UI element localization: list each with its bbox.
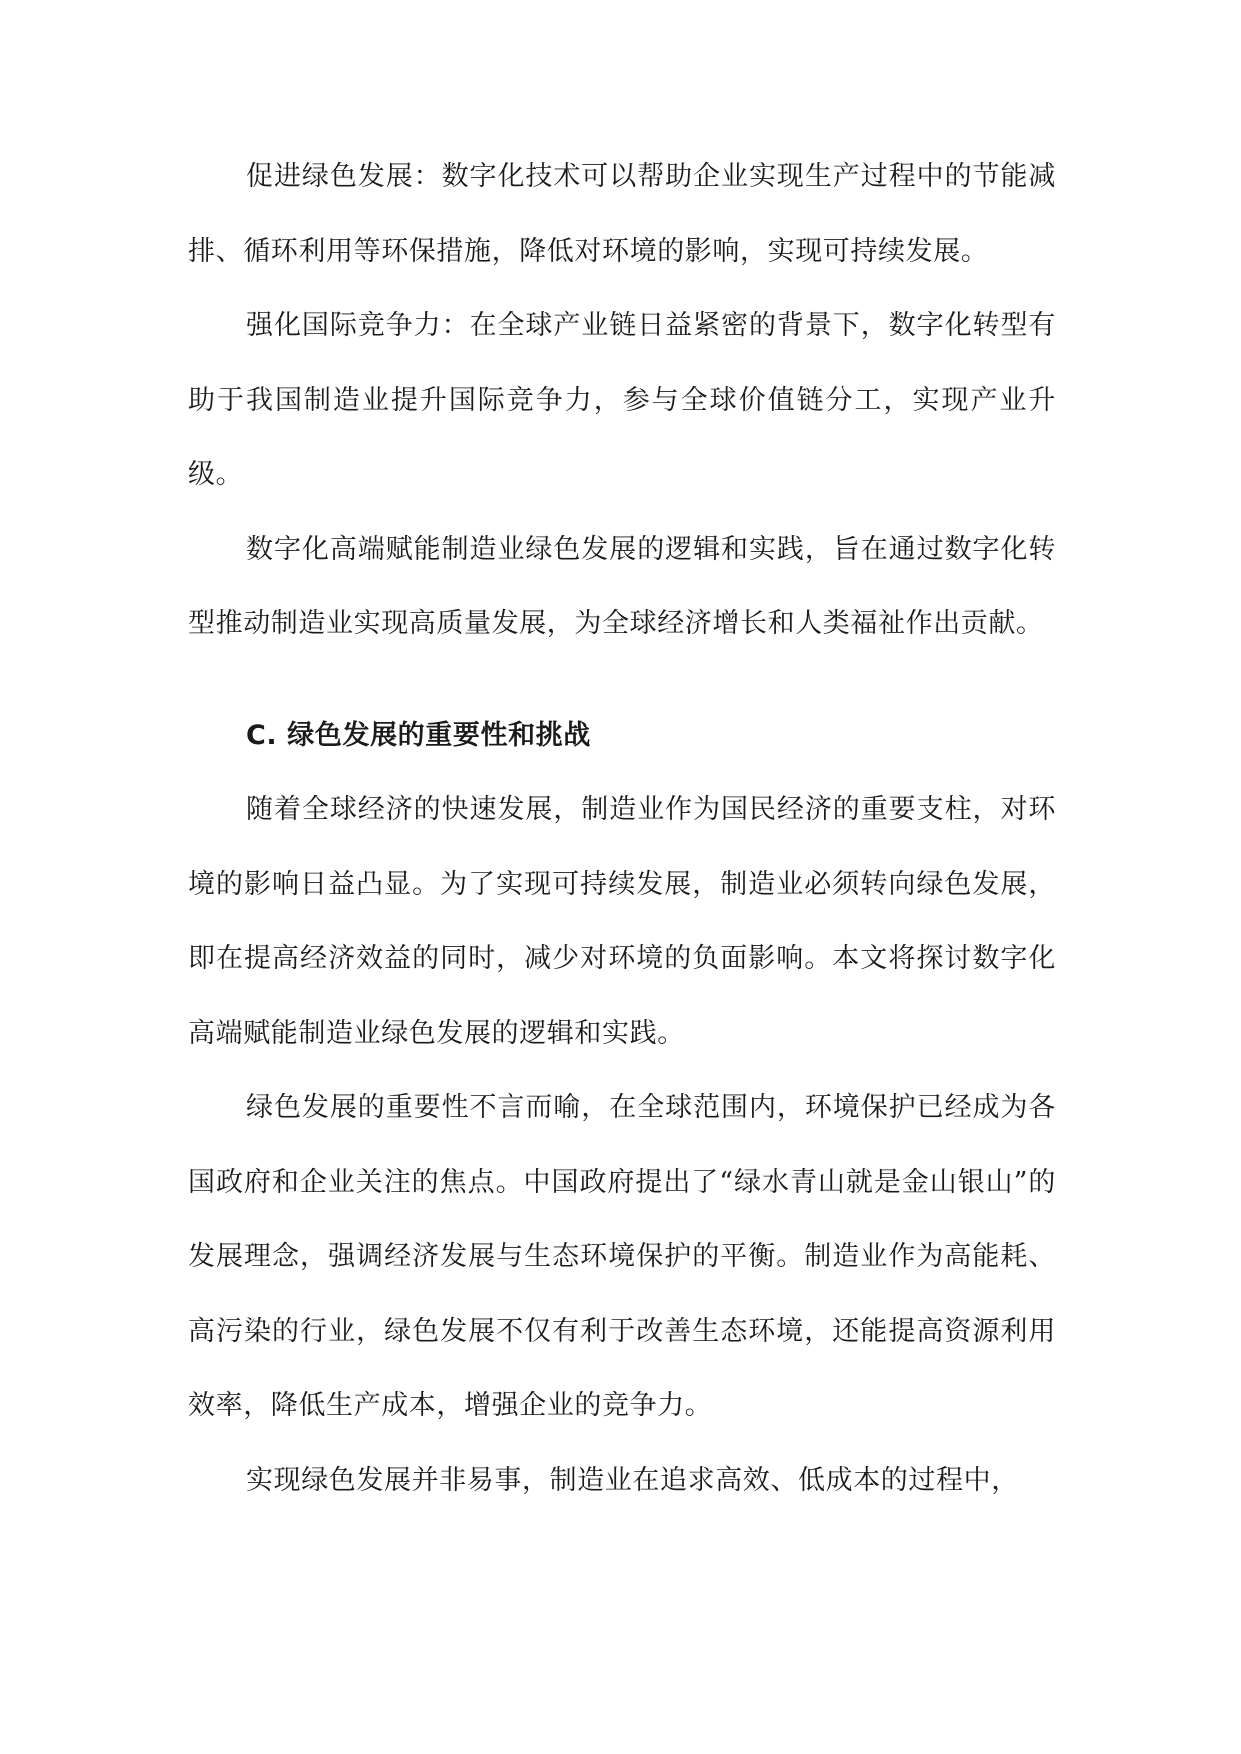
paragraph-international-competitiveness: 强化国际竞争力：在全球产业链日益紧密的背景下，数字化转型有助于我国制造业提升国际竞争力，参与全球价值链分工，实现产业升级。: [188, 310, 1056, 490]
paragraph-importance: 绿色发展的重要性不言而喻，在全球范围内，环境保护已经成为各国政府和企业关注的焦点。中国政府提出了“绿水青山就是金山银山”的发展理念，强调经济发展与生态环境保护的平衡。制造业作为高能耗、高污染的行业，绿色发展不仅有利于改善生态环境，还能提高资源利用效率，降低生产成本，增强企业的竞争力。: [188, 1092, 1056, 1421]
paragraph-digital-empowerment-summary: 数字化高端赋能制造业绿色发展的逻辑和实践，旨在通过数字化转型推动制造业实现高质量发展，为全球经济增长和人类福祉作出贡献。: [188, 533, 1056, 639]
section-heading: C. 绿色发展的重要性和挑战: [246, 719, 591, 751]
paragraph-global-economy: 随着全球经济的快速发展，制造业作为国民经济的重要支柱，对环境的影响日益凸显。为了实现可持续发展，制造业必须转向绿色发展，即在提高经济效益的同时，减少对环境的负面影响。本文将探讨数字化高端赋能制造业绿色发展的逻辑和实践。: [188, 794, 1056, 1049]
document-body: [188, 140, 1056, 1518]
paragraph-green-development: 促进绿色发展：数字化技术可以帮助企业实现生产过程中的节能减排、循环利用等环保措施，降低对环境的影响，实现可持续发展。: [188, 161, 1056, 267]
paragraph-challenges: 实现绿色发展并非易事，制造业在追求高效、低成本的过程中，: [246, 1464, 1019, 1496]
